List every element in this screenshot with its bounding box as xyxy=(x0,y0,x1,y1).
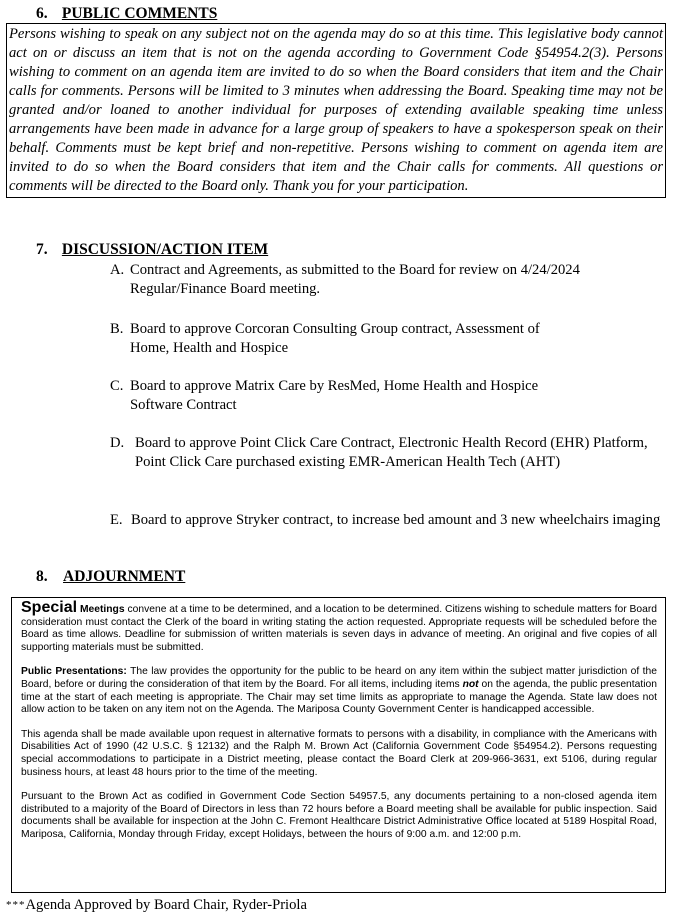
brown-act-paragraph: Pursuant to the Brown Act as codified in Government Code Section 54957.5, any documents pertaining to a non-closed agenda item distributed to a majority of the Board of Directors in less than 72 hours before a Board meeting shall be available for public inspection. Said documents shall be available for inspection at the John C. Fremont Healthcare District Administrative Office located at 5189 Hospital Road, Mariposa, California, Monday through Friday, except Holidays, between the hours of 9:00 a.m. and 12:00 p.m. xyxy=(21,791,657,840)
section-7-heading xyxy=(36,241,268,259)
section-number: 7. xyxy=(36,241,48,258)
public-comments-box xyxy=(6,23,666,198)
item-text: Contract and Agreements, as submitted to the Board for review on 4/24/2024 Regular/Finance Board meeting. xyxy=(130,262,580,297)
meeting-notice-box xyxy=(11,597,666,893)
section-title: PUBLIC COMMENTS xyxy=(61,5,218,22)
item-text: Board to approve Corcoran Consulting Group contract, Assessment of Home, Health and Hospice xyxy=(130,321,540,356)
public-presentations-text-2: on the agenda, the public presentation time at the start of each meeting is appropriate. The Chair may set time limits as appropriate to manage the Agenda. State law does not allow action to be taken on any item not on the Agenda. The Mariposa County Government Center is handicapped accessible. xyxy=(21,678,657,716)
item-text: Board to approve Matrix Care by ResMed, Home Health and Hospice Software Contract xyxy=(130,378,539,413)
section-number: 8. xyxy=(36,568,48,585)
public-presentations-paragraph xyxy=(21,666,657,716)
agenda-item-b xyxy=(110,320,580,358)
item-letter: E. xyxy=(110,512,123,528)
public-comments-text: Persons wishing to speak on any subject not on the agenda may do so at this time. This legislative body cannot act on or discuss an item that is not on the agenda according to Government Code §54954.2(3). Persons wishing to comment on an agenda item are invited to do so when the Board considers that item and the Chair calls for comments. Persons will be limited to 3 minutes when addressing the Board. Speaking time may not be granted and/or loaned to another individual for purposes of extending available speaking time unless arrangements have been made in advance for a large group of speakers to have a spokesperson speak on their behalf. Comments must be kept brief and non-repetitive. Persons wishing to comment on agenda item are invited to do so when the Board considers that item and the Chair calls for comments. All questions or comments will be directed to the Board only. Thank you for your participation. xyxy=(9,26,663,194)
public-presentations-text-1: The law provides the opportunity for the public to be heard on any item within the subject matter jurisdiction of the Board, before or during the consideration of that item by the Board. For all items, including items xyxy=(21,666,657,690)
section-title: ADJOURNMENT xyxy=(63,568,186,585)
agenda-item-c xyxy=(110,377,580,415)
special-label: Special xyxy=(21,599,78,616)
item-text: Board to approve Point Click Care Contract, Electronic Health Record (EHR) Platform, Point Click Care purchased existing EMR-American Health Tech (AHT) xyxy=(135,435,648,470)
special-meetings-text: convene at a time to be determined, and a location to be determined. Citizens wishing to schedule matters for Board consideration must contact the Clerk of the board in writing stating the action requested. Appropriate requests will be scheduled before the Board as time allows. Deadline for submission of written materials is seven days in advance of meeting. An original and five copies of all supporting materials must be submitted. xyxy=(21,604,657,653)
agenda-item-d xyxy=(110,434,670,472)
section-6-heading xyxy=(36,5,217,23)
section-8-heading xyxy=(36,568,185,586)
item-letter: B. xyxy=(110,321,124,337)
not-emphasis: not xyxy=(462,678,479,690)
special-meetings-paragraph xyxy=(21,599,657,654)
meetings-label: Meetings xyxy=(79,604,125,615)
item-letter: D. xyxy=(110,435,125,451)
ada-paragraph: This agenda shall be made available upon request in alternative formats to persons with a disability, in compliance with the Americans with Disabilities Act of 1990 (42 U.S.C. § 12132) and the Ralph M. Brown Act (California Government Code §54954.2). Persons requesting special accommodations to participate in a District meeting, please contact the Board Clerk at 209-966-3631, ext 5106, during regular business hours, at least 48 hours prior to the time of the meeting. xyxy=(21,728,657,778)
section-number: 6. xyxy=(36,5,48,22)
agenda-item-a xyxy=(110,261,580,299)
item-text: Board to approve Stryker contract, to increase bed amount and 3 new wheelchairs imaging xyxy=(131,512,661,528)
asterisks: *** xyxy=(6,899,26,911)
public-presentations-label: Public Presentations: xyxy=(21,666,127,678)
agenda-approval-line xyxy=(6,896,307,914)
section-title: DISCUSSION/ACTION ITEM xyxy=(61,241,269,258)
agenda-item-e xyxy=(110,511,670,530)
item-letter: A. xyxy=(110,262,125,278)
approval-text: Agenda Approved by Board Chair, Ryder-Priola xyxy=(25,897,307,913)
item-letter: C. xyxy=(110,378,124,394)
